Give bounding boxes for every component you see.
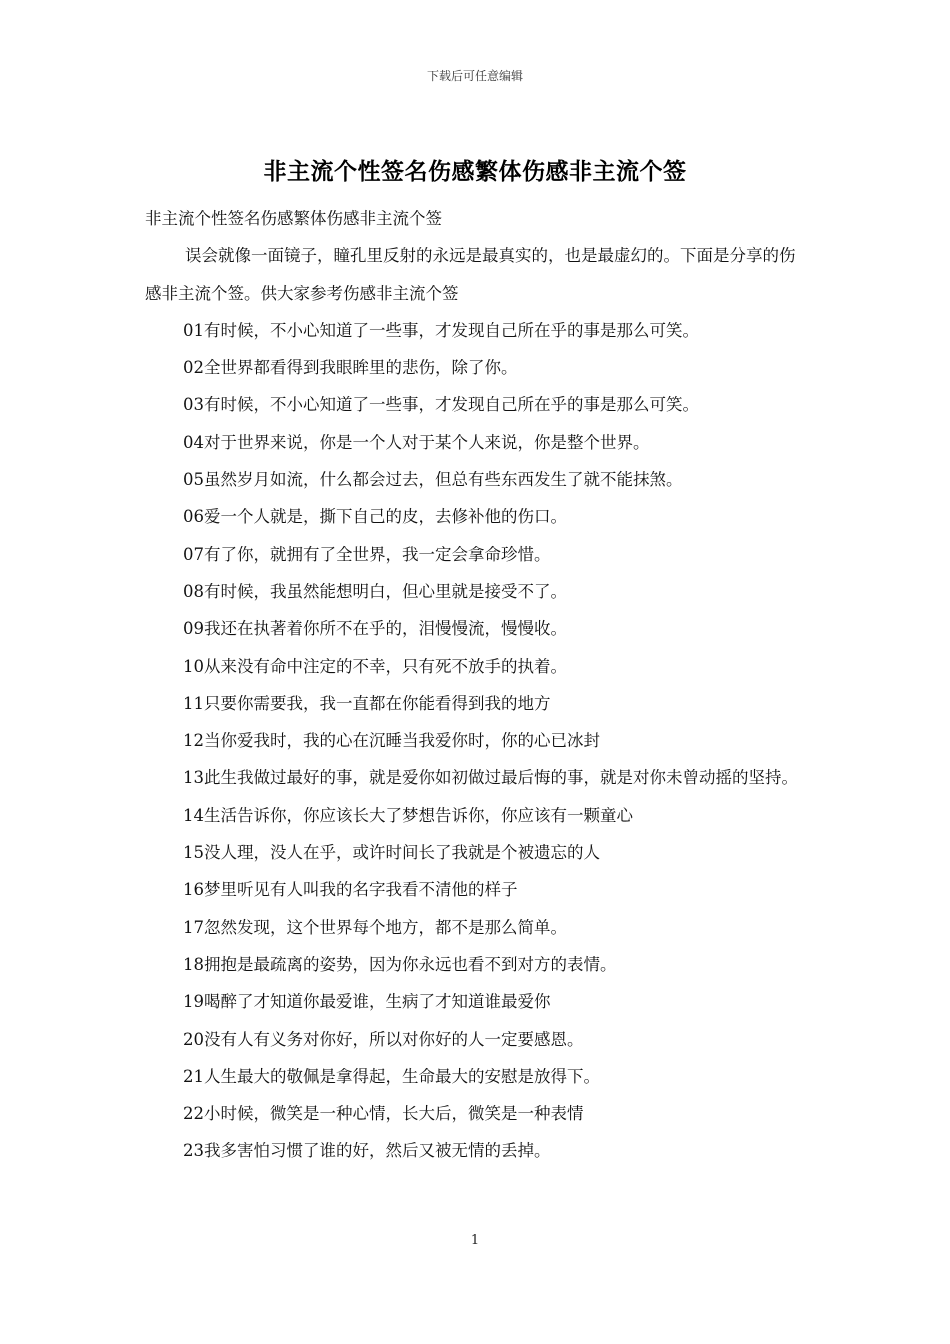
list-item: 02全世界都看得到我眼眸里的悲伤，除了你。 bbox=[183, 358, 518, 378]
header-note: 下载后可任意编辑 bbox=[426, 69, 523, 83]
list-item: 19喝醉了才知道你最爱谁，生病了才知道谁最爱你 bbox=[183, 992, 551, 1012]
page-number: 1 bbox=[470, 1233, 480, 1248]
list-item: 03有时候，不小心知道了一些事，才发现自己所在乎的事是那么可笑。 bbox=[183, 395, 699, 415]
list-item: 16梦里听见有人叫我的名字我看不清他的样子 bbox=[183, 880, 518, 900]
list-item: 21人生最大的敬佩是拿得起，生命最大的安慰是放得下。 bbox=[183, 1066, 600, 1086]
list-item: 23我多害怕习惯了谁的好，然后又被无情的丢掉。 bbox=[183, 1141, 551, 1161]
document-title: 非主流个性签名伤感繁体伤感非主流个签 bbox=[263, 158, 687, 185]
list-item: 11只要你需要我，我一直都在你能看得到我的地方 bbox=[183, 693, 551, 713]
list-item: 10从来没有命中注定的不幸，只有死不放手的执着。 bbox=[183, 656, 567, 676]
list-item: 14生活告诉你，你应该长大了梦想告诉你，你应该有一颗童心 bbox=[183, 805, 633, 825]
intro-paragraph: 误会就像一面镜子，瞳孔里反射的永远是最真实的，也是最虚幻的。下面是分享的伤感非主流个签。供大家参考伤感非主流个签 bbox=[145, 246, 796, 303]
list-item: 01有时候，不小心知道了一些事，才发现自己所在乎的事是那么可笑。 bbox=[183, 320, 699, 340]
list-item: 08有时候，我虽然能想明白，但心里就是接受不了。 bbox=[183, 581, 567, 601]
list-item: 05虽然岁月如流，什么都会过去，但总有些东西发生了就不能抹煞。 bbox=[183, 470, 683, 490]
list-item: 20没有人有义务对你好，所以对你好的人一定要感恩。 bbox=[183, 1029, 584, 1049]
list-item: 06爱一个人就是，撕下自己的皮，去修补他的伤口。 bbox=[183, 507, 567, 527]
document-body bbox=[145, 200, 810, 1170]
list-item: 04对于世界来说，你是一个人对于某个人来说，你是整个世界。 bbox=[183, 432, 650, 452]
list-item: 22小时候，微笑是一种心情，长大后，微笑是一种表情 bbox=[183, 1104, 584, 1124]
list-item: 07有了你，就拥有了全世界，我一定会拿命珍惜。 bbox=[183, 544, 551, 564]
list-item: 18拥抱是最疏离的姿势，因为你永远也看不到对方的表情。 bbox=[183, 954, 617, 974]
list-item: 12当你爱我时，我的心在沉睡当我爱你时，你的心已冰封 bbox=[183, 731, 600, 751]
list-item: 15没人理，没人在乎，或许时间长了我就是个被遗忘的人 bbox=[183, 843, 600, 863]
list-item: 13此生我做过最好的事，就是爱你如初做过最后悔的事，就是对你未曾动摇的坚持。 bbox=[183, 768, 798, 788]
list-item: 17忽然发现，这个世界每个地方，都不是那么简单。 bbox=[183, 917, 567, 937]
subtitle-line: 非主流个性签名伤感繁体伤感非主流个签 bbox=[145, 209, 442, 228]
list-item: 09我还在执著着你所不在乎的，泪慢慢流，慢慢收。 bbox=[183, 619, 567, 639]
